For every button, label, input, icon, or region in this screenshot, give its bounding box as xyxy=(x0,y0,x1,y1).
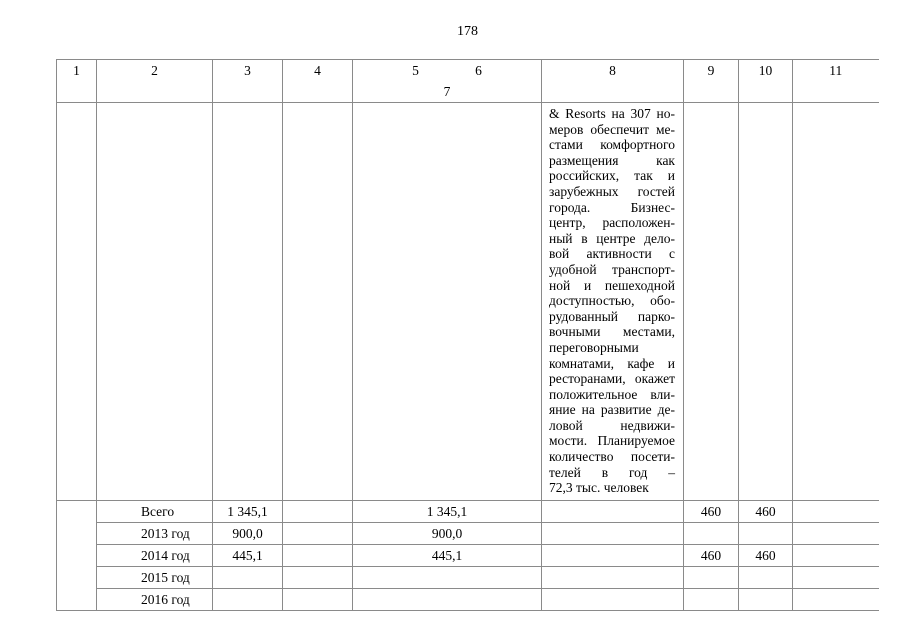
data-table xyxy=(56,59,879,611)
description-line: яние на развитие де- xyxy=(549,402,675,418)
description-line: меров обеспечит ме- xyxy=(549,121,675,137)
row-label: 2014 год xyxy=(97,544,213,566)
row-value-col4 xyxy=(283,500,353,522)
header-cell-3: 3 xyxy=(213,60,283,103)
row-value-col6: 445,1 xyxy=(353,544,542,566)
description-row xyxy=(57,103,879,501)
project-description xyxy=(542,103,684,501)
cell-1 xyxy=(57,103,97,501)
table-row xyxy=(57,566,879,588)
description-line: комнатами, кафе и xyxy=(549,355,675,371)
row-value-col9 xyxy=(684,522,739,544)
cell-3 xyxy=(213,103,283,501)
description-line: ной и пешеходной xyxy=(549,277,675,293)
description-line: центр, расположен- xyxy=(549,215,675,231)
description-line: мости. Планируемое xyxy=(549,433,675,449)
row-value-col11 xyxy=(793,544,879,566)
cell-9 xyxy=(684,103,739,501)
row-value-col8 xyxy=(542,522,684,544)
description-line: рудованный парко- xyxy=(549,308,675,324)
cell-5-7 xyxy=(353,103,542,501)
row-value-col8 xyxy=(542,500,684,522)
page-number: 178 xyxy=(457,24,478,39)
description-line: вочными местами, xyxy=(549,324,675,340)
description-line: города. Бизнес- xyxy=(549,199,675,215)
header-cell-5-7 xyxy=(353,60,542,103)
row-value-col3: 445,1 xyxy=(213,544,283,566)
description-line: российских, так и xyxy=(549,168,675,184)
description-line: & Resorts на 307 но- xyxy=(549,106,675,121)
row-value-col4 xyxy=(283,566,353,588)
row-value-col10 xyxy=(739,522,793,544)
description-line: размещения как xyxy=(549,152,675,168)
row-value-col4 xyxy=(283,588,353,610)
header-cell-9: 9 xyxy=(684,60,739,103)
description-line: количество посети- xyxy=(549,449,675,465)
description-line: зарубежных гостей xyxy=(549,183,675,199)
row-value-col6 xyxy=(353,566,542,588)
table-row xyxy=(57,500,879,522)
row-label: Всего xyxy=(97,500,213,522)
row-value-col11 xyxy=(793,500,879,522)
table-row xyxy=(57,544,879,566)
cell-1-merged xyxy=(57,500,97,610)
row-value-col6 xyxy=(353,588,542,610)
row-value-col6: 1 345,1 xyxy=(353,500,542,522)
row-label: 2016 год xyxy=(97,588,213,610)
cell-4 xyxy=(283,103,353,501)
row-value-col10 xyxy=(739,566,793,588)
header-cell-7: 7 xyxy=(443,84,451,99)
row-value-col11 xyxy=(793,566,879,588)
description-line: ный в центре дело- xyxy=(549,230,675,246)
table-row xyxy=(57,588,879,610)
row-value-col3 xyxy=(213,588,283,610)
row-value-col10 xyxy=(739,588,793,610)
row-value-col10: 460 xyxy=(739,500,793,522)
row-value-col4 xyxy=(283,544,353,566)
cell-2 xyxy=(97,103,213,501)
header-cell-2: 2 xyxy=(97,60,213,103)
description-line: доступностью, обо- xyxy=(549,293,675,309)
row-value-col8 xyxy=(542,544,684,566)
description-line: вой активности с xyxy=(549,246,675,262)
description-line: удобной транспорт- xyxy=(549,261,675,277)
row-value-col6: 900,0 xyxy=(353,522,542,544)
row-value-col8 xyxy=(542,566,684,588)
description-line: ресторанами, окажет xyxy=(549,371,675,387)
description-line: ловой недвижи- xyxy=(549,417,675,433)
description-line: положительное вли- xyxy=(549,386,675,402)
header-cell-6: 6 xyxy=(475,63,482,78)
row-value-col9 xyxy=(684,566,739,588)
header-cell-5: 5 xyxy=(412,63,419,78)
description-line: переговорными xyxy=(549,339,639,355)
row-value-col9 xyxy=(684,588,739,610)
row-value-col8 xyxy=(542,588,684,610)
row-value-col11 xyxy=(793,522,879,544)
description-line: 72,3 тыс. человек xyxy=(549,480,649,496)
header-cell-1: 1 xyxy=(57,60,97,103)
description-line: телей в год – xyxy=(549,464,675,480)
row-value-col9: 460 xyxy=(684,500,739,522)
row-value-col9: 460 xyxy=(684,544,739,566)
header-cell-10: 10 xyxy=(739,60,793,103)
row-value-col11 xyxy=(793,588,879,610)
cell-10 xyxy=(739,103,793,501)
row-value-col3 xyxy=(213,566,283,588)
row-value-col4 xyxy=(283,522,353,544)
row-value-col3: 900,0 xyxy=(213,522,283,544)
header-cell-4: 4 xyxy=(283,60,353,103)
table-header-row xyxy=(57,60,879,103)
description-line: стами комфортного xyxy=(549,137,675,153)
row-label: 2013 год xyxy=(97,522,213,544)
cell-11 xyxy=(793,103,879,501)
row-value-col3: 1 345,1 xyxy=(213,500,283,522)
row-label: 2015 год xyxy=(97,566,213,588)
row-value-col10: 460 xyxy=(739,544,793,566)
header-cell-8: 8 xyxy=(542,60,684,103)
header-cell-11: 11 xyxy=(793,60,879,103)
table-row xyxy=(57,522,879,544)
